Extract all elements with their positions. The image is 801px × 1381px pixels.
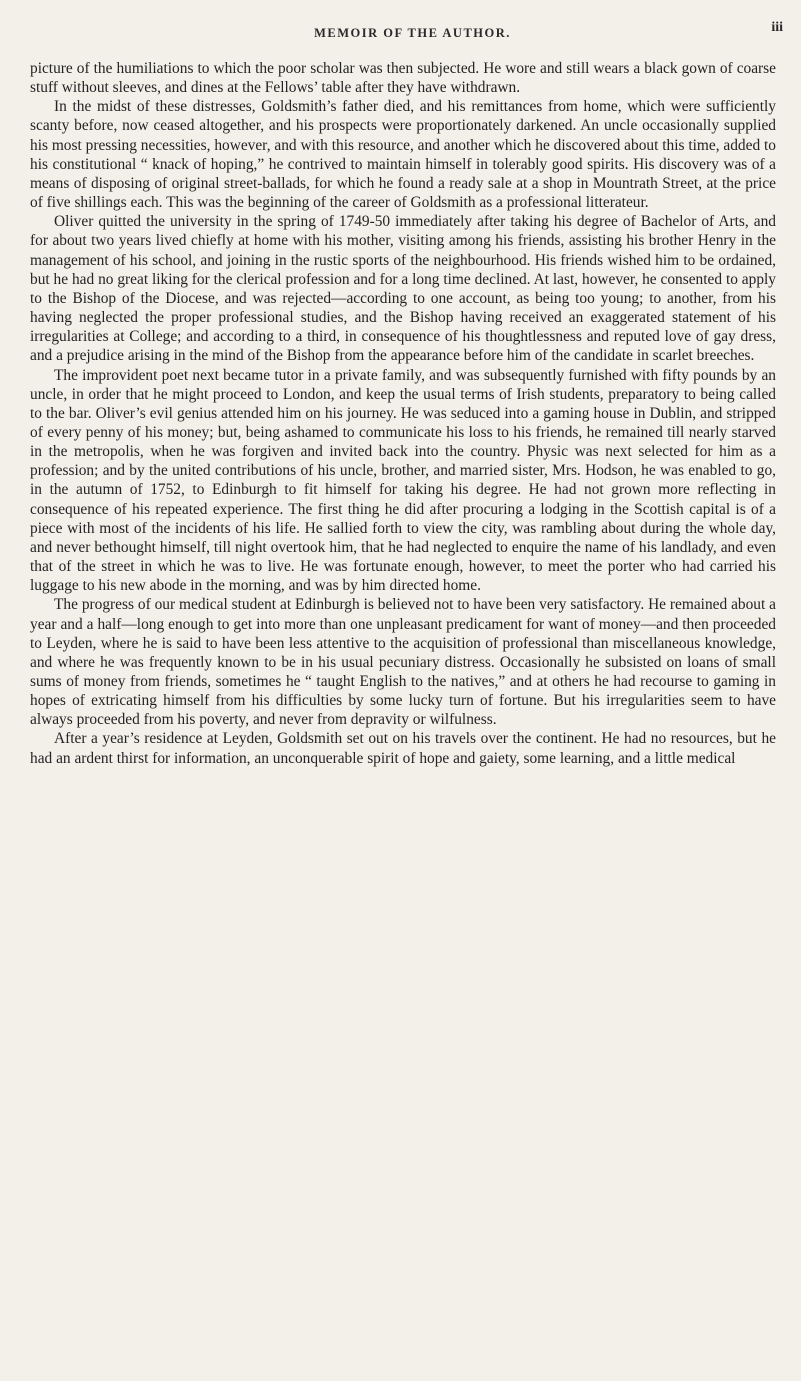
paragraph: The improvident poet next became tutor in a private family, and was subsequently furnished with fifty pounds by an uncle, in order that he might proceed to London, and keep the usual terms of Irish students, preparatory to being called to the bar. Oliver’s evil genius attended him on his journey. He was seduced into a gaming house in Dublin, and stripped of every penny of his money; but, being ashamed to communicate his loss to his friends, he remained till nearly starved in the metropolis, when he was forgiven and invited back into the country. Physic was next selected for him as a profession; and by the united contributions of his uncle, brother, and married sister, Mrs. Hodson, he was enabled to go, in the autumn of 1752, to Edinburgh to fit himself for taking his degree. He had not grown more reflecting in consequence of his repeated experience. The first thing he did after procuring a lodging in the Scottish capital is of a piece with most of the incidents of his life. He sallied forth to view the city, was rambling about during the whole day, and never bethought himself, till night overtook him, that he had neglected to enquire the name of his landlady, and even that of the street in which he was to live. He was fortunate enough, however, to meet the porter who had carried his luggage to his new abode in the morning, and was by him directed home. <box>30 366 776 595</box>
page-header <box>30 14 795 44</box>
paragraph: The progress of our medical student at Edinburgh is believed not to have been very satisfactory. He remained about a year and a half—long enough to get into more than one unpleasant predicament for want of money—and then proceeded to Leyden, where he is said to have been less attentive to the acquisition of professional than miscellaneous knowledge, and where he was frequently known to be in his usual pecuniary distress. Occasionally he subsisted on loans of small sums of money from friends, sometimes he “ taught English to the natives,” and at others he had recourse to gaming in hopes of extricating himself from his difficulties by some lucky turn of fortune. But his irregularities seem to have always proceeded from his poverty, and never from depravity or wilfulness. <box>30 596 776 729</box>
page-number: iii <box>771 20 783 35</box>
paragraph: Oliver quitted the university in the spring of 1749-50 immediately after taking his degree of Bachelor of Arts, and for about two years lived chiefly at home with his mother, visiting among his friends, assisting his brother Henry in the management of his school, and joining in the rustic sports of the neighbourhood. His friends wished him to be ordained, but he had no great liking for the clerical profession and for a long time declined. At last, however, he consented to apply to the Bishop of the Diocese, and was rejected—according to one account, as being too young; to another, from his having neglected the proper professional studies, and the Bishop having received an exaggerated statement of his irregularities at College; and according to a third, in consequence of his thoughtlessness and reputed love of gay dress, and a prejudice arising in the mind of the Bishop from the appearance before him of the candidate in scarlet breeches. <box>30 213 776 365</box>
body-text <box>30 59 776 768</box>
paragraph: After a year’s residence at Leyden, Goldsmith set out on his travels over the continent. He had no resources, but he had an ardent thirst for information, an unconquerable spirit of hope and gaiety, some learning, and a little medical <box>30 730 776 767</box>
paragraph: picture of the humiliations to which the poor scholar was then subjected. He wore and still wears a black gown of coarse stuff without sleeves, and dines at the Fellows’ table after they have withdrawn. <box>30 60 776 97</box>
running-head: MEMOIR OF THE AUTHOR. <box>314 26 511 40</box>
paragraph: In the midst of these distresses, Goldsmith’s father died, and his remittances from home, which were sufficiently scanty before, now ceased altogether, and his prospects were proportionately darkened. An uncle occasionally supplied his most pressing necessities, however, and with this resource, and another which he discovered about this time, added to his constitutional “ knack of hoping,” he contrived to maintain himself in tolerably good spirits. His discovery was of a means of disposing of original street-ballads, for which he found a ready sale at a shop in Mountrath Street, at the price of five shillings each. This was the beginning of the career of Goldsmith as a professional litterateur. <box>30 98 776 212</box>
